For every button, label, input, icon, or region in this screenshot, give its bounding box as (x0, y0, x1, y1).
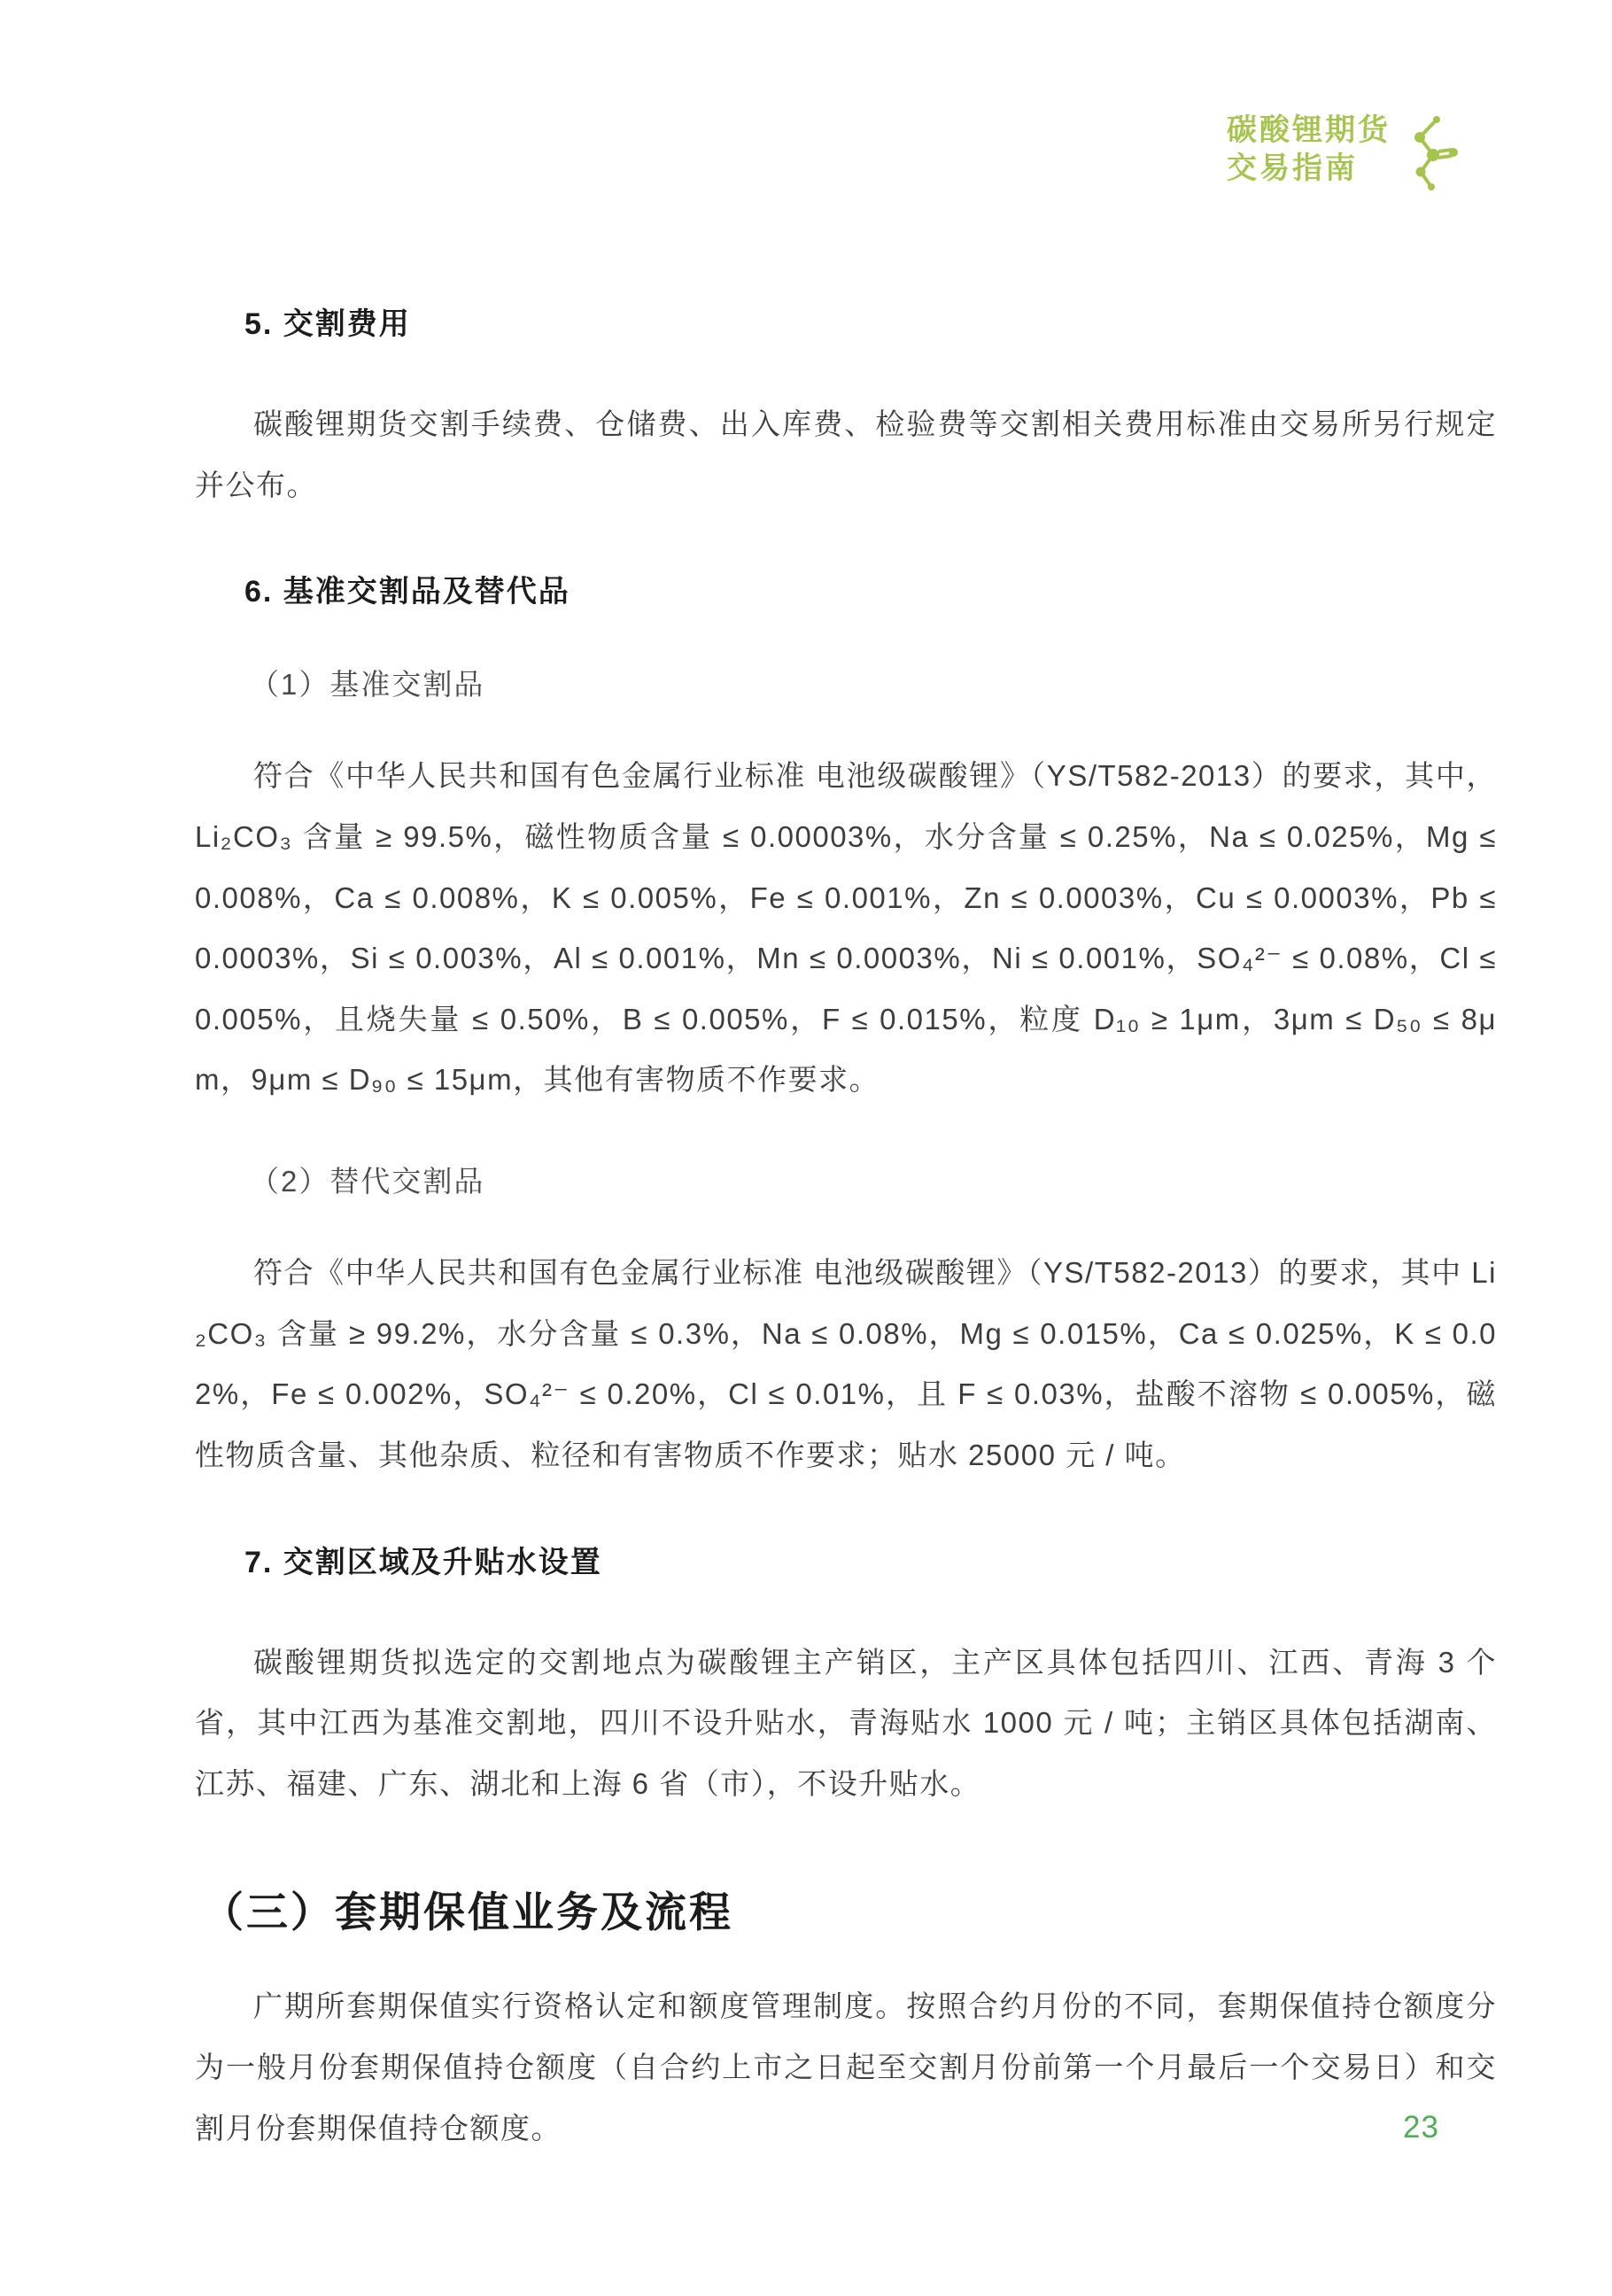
page-number: 23 (1403, 2110, 1439, 2145)
page-header-brand (1227, 112, 1458, 193)
heading-section5-delivery-fees: 5. 交割费用 (244, 307, 411, 341)
subheading-substitute-deliverable: （2）替代交割品 (250, 1165, 485, 1198)
paragraph-hedging-business: 广期所套期保值实行资格认定和额度管理制度。按照合约月份的不同，套期保值持仓额度分为一般月份套期保值持仓额度（自合约上市之日起至交割月份前第一个月最后一个交易日）和交割月份套期保值持仓额度。 (195, 1990, 1497, 2145)
heading-section7-delivery-regions: 7. 交割区域及升贴水设置 (244, 1545, 602, 1579)
paragraph-delivery-regions: 碳酸锂期货拟选定的交割地点为碳酸锂主产销区，主产区具体包括四川、江西、青海 3 个省，其中江西为基准交割地，四川不设升贴水，青海贴水 1000 元 / 吨；主销区具体包括湖南、江苏、福建、广东、湖北和上海 6 省（市），不设升贴水。 (195, 1645, 1497, 1800)
brand-title-line2: 交易指南 (1227, 151, 1358, 185)
heading-section3-hedging-business: （三）套期保值业务及流程 (202, 1889, 733, 1936)
brand-title-line1: 碳酸锂期货 (1227, 113, 1391, 147)
brand-title (1227, 112, 1391, 187)
heading-section6-deliverables: 6. 基准交割品及替代品 (244, 575, 570, 609)
paragraph-section5-delivery-fees: 碳酸锂期货交割手续费、仓储费、出入库费、检验费等交割相关费用标准由交易所另行规定并公布。 (195, 407, 1497, 501)
paragraph-substitute-deliverable-specs: 符合《中华人民共和国有色金属行业标准 电池级碳酸锂》（YS/T582-2013）的要求，其中 Li₂CO₃ 含量 ≥ 99.2%，水分含量 ≤ 0.3%，Na ≤ 0.08%，Mg ≤ 0.015%，Ca ≤ 0.025%，K ≤ 0.02%，Fe ≤ 0.002%，SO₄²⁻ ≤ 0.20%，Cl ≤ 0.01%，且 F ≤ 0.03%，盐酸不溶物 ≤ 0.005%，磁性物质含量、其他杂质、粒径和有害物质不作要求；贴水 25000 元 / 吨。 (195, 1256, 1497, 1471)
page-body (195, 299, 1497, 2159)
paragraph-benchmark-deliverable-specs: 符合《中华人民共和国有色金属行业标准 电池级碳酸锂》（YS/T582-2013）的要求，其中，Li₂CO₃ 含量 ≥ 99.5%，磁性物质含量 ≤ 0.00003%，水分含量 ≤ 0.25%，Na ≤ 0.025%，Mg ≤ 0.008%，Ca ≤ 0.008%，K ≤ 0.005%，Fe ≤ 0.001%，Zn ≤ 0.0003%，Cu ≤ 0.0003%，Pb ≤ 0.0003%，Si ≤ 0.003%，Al ≤ 0.001%，Mn ≤ 0.0003%，Ni ≤ 0.001%，SO₄²⁻ ≤ 0.08%，Cl ≤ 0.005%，且烧失量 ≤ 0.50%，B ≤ 0.005%，F ≤ 0.015%，粒度 D₁₀ ≥ 1μm，3μm ≤ D₅₀ ≤ 8μm，9μm ≤ D₉₀ ≤ 15μm，其他有害物质不作要求。 (195, 759, 1497, 1097)
subheading-benchmark-deliverable: （1）基准交割品 (250, 668, 485, 702)
molecule-icon (1407, 113, 1458, 193)
